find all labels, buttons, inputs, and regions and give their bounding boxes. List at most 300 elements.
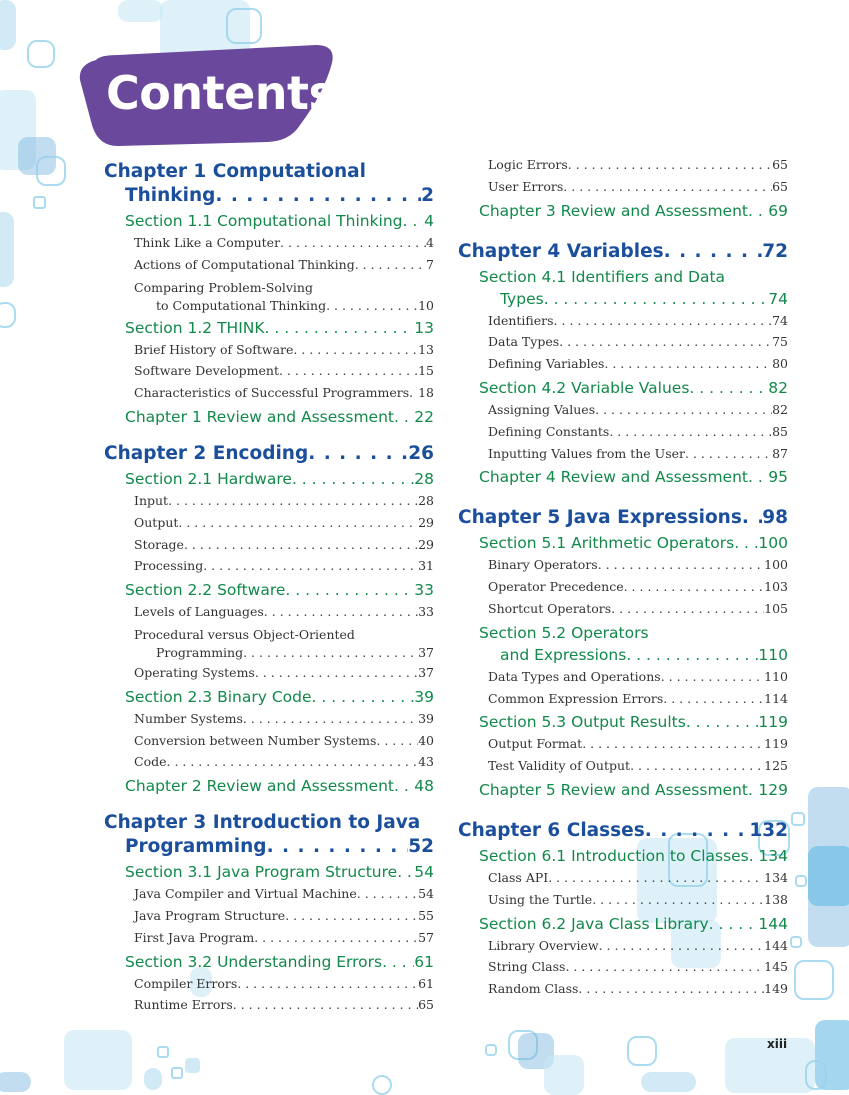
leader-dots [265, 317, 415, 339]
topic-title: Binary Operators [488, 557, 598, 573]
page-number: 40 [418, 732, 434, 748]
review-title: Chapter 2 Review and Assessment [125, 777, 394, 796]
section-5-1[interactable] [458, 532, 788, 554]
topic-title: Actions of Computational Thinking [134, 256, 355, 272]
topic-title[interactable]: Procedural versus Object-Oriented [134, 626, 355, 642]
decor-square-outline [485, 1044, 497, 1056]
topic-title: Operating Systems [134, 664, 255, 680]
page-number: 48 [414, 777, 434, 796]
leader-dots [563, 176, 772, 198]
decor-square [808, 846, 849, 906]
leader-dots [609, 421, 772, 443]
page-number: 82 [772, 401, 788, 417]
topic-title: Output Format [488, 736, 583, 752]
decor-square [118, 0, 163, 22]
topic-item[interactable] [104, 555, 434, 577]
topic-item[interactable] [104, 254, 434, 276]
page-number: 110 [758, 645, 788, 664]
chapter-1-review[interactable] [104, 406, 434, 428]
topic-title: Test Validity of Output [488, 758, 631, 774]
leader-dots [630, 755, 764, 777]
spacer [104, 797, 434, 811]
leader-dots [264, 601, 418, 623]
section-6-2[interactable] [458, 913, 788, 935]
page-number: 13 [418, 341, 434, 357]
page-number: 134 [758, 846, 788, 865]
leader-dots [663, 688, 764, 710]
topic-item[interactable] [458, 399, 788, 421]
chapter-4-review[interactable] [458, 466, 788, 488]
leader-dots [243, 644, 418, 662]
topic-title: Common Expression Errors [488, 690, 664, 706]
decor-square [0, 0, 16, 50]
page-number: 100 [764, 557, 788, 573]
section-title: Section 4.2 Variable Values [479, 378, 690, 397]
chapter-5-entry[interactable] [458, 506, 788, 530]
topic-title: Brief History of Software [134, 341, 294, 357]
leader-dots [280, 232, 426, 254]
topic-title: Defining Constants [488, 423, 610, 439]
topic-item[interactable] [458, 331, 788, 353]
chapter-2-review[interactable] [104, 775, 434, 797]
page-number: 15 [418, 363, 434, 379]
topic-title: Think Like a Computer [134, 235, 281, 250]
review-title: Chapter 3 Review and Assessment [479, 201, 748, 220]
page-number: 37 [418, 664, 434, 680]
topic-item[interactable] [458, 176, 788, 198]
page-number: 33 [414, 581, 434, 600]
topic-item[interactable] [104, 730, 434, 752]
decor-square-outline [171, 1067, 183, 1079]
topic-item[interactable] [458, 978, 788, 1000]
topic-item[interactable] [104, 751, 434, 773]
leader-dots [748, 779, 758, 801]
decor-square-outline [33, 196, 46, 209]
page-number: 138 [764, 891, 788, 907]
spacer [458, 488, 788, 506]
topic-title: Assigning Values [488, 401, 596, 417]
topic-title: Runtime Errors [134, 997, 233, 1013]
topic-title: Defining Variables [488, 356, 605, 372]
decor-square-outline [372, 1075, 392, 1095]
chapter-title: Chapter 6 Classes [458, 819, 645, 841]
section-title: Section 2.2 Software [125, 581, 286, 600]
page-number: 31 [418, 558, 434, 574]
topic-title: Output [134, 514, 179, 530]
topic-item[interactable] [104, 601, 434, 623]
section-5-2-title[interactable]: Section 5.2 Operators [479, 623, 649, 642]
page-number: 132 [749, 819, 788, 841]
topic-item[interactable] [104, 994, 434, 1016]
leader-dots [748, 200, 768, 222]
section-1-2[interactable] [104, 317, 434, 339]
topic-title: Levels of Languages [134, 604, 264, 620]
topic-title: Code [134, 754, 167, 770]
leader-dots [604, 353, 772, 375]
topic-title: String Class [488, 959, 566, 975]
leader-dots [178, 512, 418, 534]
leader-dots [279, 360, 418, 382]
leader-dots [686, 711, 759, 733]
leader-dots [599, 935, 765, 957]
page-number: 98 [762, 507, 788, 529]
topic-title[interactable]: Comparing Problem-Solving [134, 279, 313, 295]
leader-dots [403, 210, 425, 232]
leader-dots [595, 399, 772, 421]
section-title: Section 2.1 Hardware [125, 469, 292, 488]
leader-dots [184, 534, 418, 556]
leader-dots [548, 867, 764, 889]
section-title: Section 6.1 Introduction to Classes [479, 846, 749, 865]
leader-dots [742, 506, 762, 530]
page-number: 65 [772, 178, 788, 194]
page-number: 80 [772, 356, 788, 372]
leader-dots [292, 468, 414, 490]
topic-title: Shortcut Operators [488, 600, 612, 616]
topic-item[interactable] [104, 360, 434, 382]
decor-square-outline [226, 8, 262, 44]
topic-item[interactable] [458, 421, 788, 443]
page-number: 119 [764, 736, 788, 752]
leader-dots [409, 382, 418, 404]
leader-dots [168, 490, 418, 512]
leader-dots [293, 339, 418, 361]
decor-square-outline [27, 40, 55, 68]
review-title: Chapter 1 Review and Assessment [125, 407, 394, 426]
topic-title: Identifiers [488, 312, 554, 328]
topic-title: Number Systems [134, 710, 243, 726]
topic-item[interactable] [104, 339, 434, 361]
page-number: 2 [421, 185, 434, 206]
section-title-cont: Types [500, 289, 544, 308]
page-number: 54 [414, 863, 434, 882]
chapter-title-cont: Programming [125, 836, 267, 858]
spacer [104, 428, 434, 442]
page-number: 65 [772, 157, 788, 172]
leader-dots [285, 579, 414, 601]
chapter-4-entry[interactable] [458, 240, 788, 264]
topic-item[interactable] [458, 576, 788, 598]
topic-title: Using the Turtle [488, 891, 593, 907]
decor-square-outline [157, 1046, 169, 1058]
page-number: 149 [764, 981, 788, 997]
page-number: 114 [764, 690, 788, 706]
section-3-1[interactable] [104, 861, 434, 883]
chapter-3-entry[interactable] [104, 835, 434, 859]
page-number: 74 [772, 312, 788, 328]
page-number: 87 [772, 445, 788, 461]
topic-item[interactable] [458, 889, 788, 911]
decor-square-outline [795, 875, 807, 887]
leader-dots [233, 994, 418, 1016]
section-2-2[interactable] [104, 579, 434, 601]
page-number: 18 [418, 385, 434, 401]
topic-item[interactable] [458, 353, 788, 375]
leader-dots [237, 973, 418, 995]
topic-title: Operator Precedence [488, 579, 624, 595]
toc-left-column [104, 160, 434, 1016]
topic-item[interactable] [458, 554, 788, 576]
section-1-1[interactable] [104, 210, 434, 232]
chapter-3-title[interactable]: Chapter 3 Introduction to Java [104, 812, 421, 834]
page-number: 134 [764, 869, 788, 885]
topic-title: Java Compiler and Virtual Machine [134, 886, 357, 902]
topic-title: Software Development [134, 363, 279, 379]
topic-item[interactable] [458, 733, 788, 755]
review-title: Chapter 5 Review and Assessment [479, 780, 748, 799]
section-title: Section 5.1 Arithmetic Operators [479, 534, 735, 553]
leader-dots [565, 956, 764, 978]
topic-item[interactable] [104, 490, 434, 512]
page-number: 145 [764, 959, 788, 975]
leader-dots [748, 466, 768, 488]
topic-title: Characteristics of Successful Programmers [134, 385, 410, 401]
decor-square [64, 1030, 132, 1090]
leader-dots [611, 598, 764, 620]
page-number: 33 [418, 604, 434, 620]
page-number: 22 [414, 407, 434, 426]
section-4-1[interactable] [458, 288, 788, 310]
page-number: 95 [768, 468, 788, 487]
leader-dots [598, 554, 764, 576]
leader-dots [554, 310, 773, 332]
decor-square-outline [805, 1060, 827, 1090]
leader-dots [285, 905, 418, 927]
chapter-2-entry[interactable] [104, 442, 434, 466]
leader-dots [685, 443, 772, 465]
leader-dots [626, 644, 758, 666]
topic-title: Conversion between Number Systems [134, 732, 377, 748]
topic-title: Storage [134, 536, 184, 552]
page-number: 13 [414, 318, 434, 337]
page-number: 28 [414, 469, 434, 488]
topic-title: First Java Program [134, 929, 255, 945]
section-5-2[interactable] [458, 644, 788, 666]
topic-title: User Errors [488, 178, 564, 194]
section-title: Section 3.2 Understanding Errors [125, 952, 383, 971]
topic-item[interactable] [458, 956, 788, 978]
leader-dots [376, 730, 418, 752]
topic-item[interactable] [104, 973, 434, 995]
chapter-5-review[interactable] [458, 779, 788, 801]
leader-dots [661, 666, 764, 688]
decor-square-outline [791, 812, 805, 826]
section-4-2[interactable] [458, 377, 788, 399]
leader-dots [308, 442, 408, 466]
topic-title: Library Overview [488, 937, 599, 953]
topic-title: Logic Errors [488, 157, 568, 172]
page-number: 72 [762, 240, 788, 262]
topic-title-cont: to Computational Thinking [156, 297, 327, 313]
topic-item[interactable] [104, 232, 434, 254]
page-number: 103 [764, 579, 788, 595]
page-number: 110 [764, 668, 788, 684]
page-number: 119 [758, 713, 788, 732]
decor-square [544, 1055, 584, 1095]
topic-title: Input [134, 492, 169, 508]
topic-title: Processing [134, 558, 204, 574]
leader-dots [734, 532, 758, 554]
topic-item[interactable] [458, 154, 788, 176]
leader-dots [215, 184, 421, 208]
page-number: 4 [426, 235, 434, 250]
topic-item[interactable] [458, 755, 788, 777]
page-number: 39 [414, 687, 434, 706]
section-2-3[interactable] [104, 686, 434, 708]
page-number: 37 [418, 644, 434, 660]
page-number: 55 [418, 907, 434, 923]
page-number: 144 [758, 914, 788, 933]
section-title: Section 2.3 Binary Code [125, 687, 312, 706]
topic-item[interactable] [458, 867, 788, 889]
topic-title: Class API [488, 869, 549, 885]
leader-dots [312, 686, 415, 708]
leader-dots [709, 913, 759, 935]
topic-title: Data Types and Operations [488, 668, 661, 684]
page-number: 82 [768, 378, 788, 397]
topic-item[interactable] [458, 666, 788, 688]
topic-item[interactable] [104, 382, 434, 404]
topic-item[interactable] [458, 935, 788, 957]
page-number: 129 [758, 780, 788, 799]
decor-square [641, 1072, 696, 1092]
topic-item[interactable] [458, 598, 788, 620]
page-number: 57 [418, 929, 434, 945]
leader-dots [167, 751, 419, 773]
leader-dots [355, 254, 426, 276]
topic-title: Inputting Values from the User [488, 445, 685, 461]
page-number: 85 [772, 423, 788, 439]
page-number: 100 [758, 534, 788, 553]
section-5-3[interactable] [458, 711, 788, 733]
section-title: Section 1.1 Computational Thinking [125, 212, 403, 230]
page-number: 125 [764, 758, 788, 774]
page-number: 29 [418, 536, 434, 552]
spacer [458, 222, 788, 240]
chapter-1-title[interactable]: Chapter 1 Computational [104, 161, 366, 182]
topic-item[interactable] [104, 662, 434, 684]
leader-dots [267, 835, 409, 859]
topic-item[interactable] [104, 534, 434, 556]
topic-item[interactable] [104, 644, 434, 662]
topic-item[interactable] [458, 310, 788, 332]
review-title: Chapter 4 Review and Assessment [479, 468, 748, 487]
decor-square [185, 1058, 200, 1073]
chapter-6-entry[interactable] [458, 819, 788, 843]
topic-item[interactable] [104, 927, 434, 949]
topic-item[interactable] [104, 883, 434, 905]
leader-dots [568, 154, 772, 176]
page-number: 65 [418, 997, 434, 1013]
leader-dots [578, 978, 764, 1000]
decor-square-outline [790, 936, 802, 948]
leader-dots [357, 883, 418, 905]
page-number: 7 [426, 256, 434, 272]
toc-right-column [458, 154, 788, 1000]
spacer [458, 801, 788, 819]
leader-dots [203, 555, 418, 577]
decor-square-outline [627, 1036, 657, 1066]
decor-square-outline [794, 960, 834, 1000]
leader-dots [394, 775, 414, 797]
section-3-2[interactable] [104, 951, 434, 973]
chapter-3-review[interactable] [458, 200, 788, 222]
leader-dots [243, 708, 418, 730]
topic-item[interactable] [104, 297, 434, 315]
section-6-1[interactable] [458, 845, 788, 867]
topic-title: Compiler Errors [134, 975, 238, 991]
page-number: 43 [418, 754, 434, 770]
section-title: Section 3.1 Java Program Structure [125, 863, 398, 882]
chapter-title: Chapter 2 Encoding [104, 442, 309, 464]
decor-square-outline [36, 156, 66, 186]
section-title: Section 5.3 Output Results [479, 713, 686, 732]
page-number: 10 [418, 297, 434, 313]
leader-dots [326, 297, 418, 315]
page-number: 28 [418, 492, 434, 508]
leader-dots [394, 406, 414, 428]
leader-dots [645, 819, 750, 843]
page-number: 54 [418, 886, 434, 902]
leader-dots [559, 331, 772, 353]
page-number: 69 [768, 201, 788, 220]
page-number: 26 [408, 442, 434, 464]
topic-item[interactable] [104, 708, 434, 730]
page-number: 61 [414, 952, 434, 971]
leader-dots [397, 861, 414, 883]
page-number: 29 [418, 514, 434, 530]
leader-dots [749, 845, 759, 867]
leader-dots [382, 951, 414, 973]
topic-item[interactable] [104, 512, 434, 534]
leader-dots [582, 733, 764, 755]
chapter-title: Chapter 4 Variables [458, 240, 664, 262]
leader-dots [664, 240, 763, 264]
page-number: 105 [764, 600, 788, 616]
folio-page-number: xiii [767, 1037, 788, 1051]
leader-dots [624, 576, 765, 598]
page-number: 4 [424, 212, 434, 230]
topic-item[interactable] [458, 443, 788, 465]
leader-dots [255, 662, 418, 684]
page-number: 75 [772, 334, 788, 350]
page-number: 52 [408, 836, 434, 858]
topic-title: Data Types [488, 334, 560, 350]
leader-dots [689, 377, 768, 399]
section-4-1-title[interactable]: Section 4.1 Identifiers and Data [479, 267, 726, 286]
topic-item[interactable] [458, 688, 788, 710]
topic-item[interactable] [104, 905, 434, 927]
topic-title: Random Class [488, 981, 579, 997]
section-2-1[interactable] [104, 468, 434, 490]
decor-square [0, 212, 14, 287]
topic-title-cont: Programming [156, 644, 244, 660]
page-number: 61 [418, 975, 434, 991]
leader-dots [592, 889, 764, 911]
section-title: Section 6.2 Java Class Library [479, 914, 709, 933]
section-title-cont: and Expressions [500, 645, 627, 664]
page-title: Contents [106, 66, 336, 120]
page-number: 39 [418, 710, 434, 726]
chapter-title: Chapter 5 Java Expressions [458, 507, 742, 529]
decor-square [0, 1072, 31, 1092]
chapter-1-title-cont: Thinking [125, 185, 216, 206]
leader-dots [254, 927, 418, 949]
page-number: 144 [764, 937, 788, 953]
chapter-1-entry[interactable] [104, 184, 434, 208]
page-number: 74 [768, 289, 788, 308]
section-title: Section 1.2 THINK [125, 318, 265, 337]
